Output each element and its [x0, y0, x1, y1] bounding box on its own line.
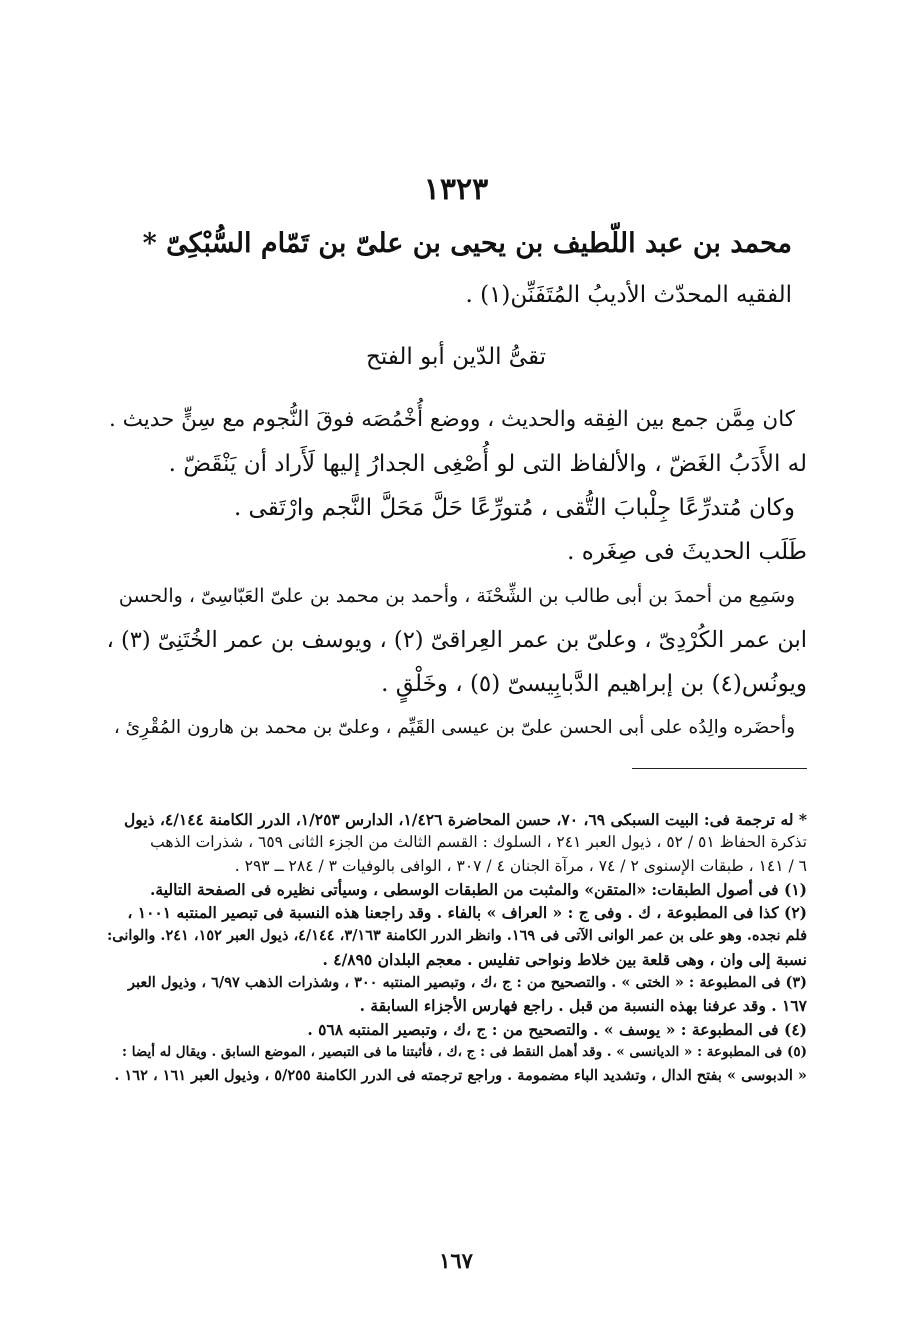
- body-text: [105, 398, 807, 750]
- footnote-line: « الدبوسى » بفتح الدال ، وتشديد الباء مضمومة . وراجع ترجمته فى الدرر الكامنة ٥/٢٥٥ ، وذيول العبر ١٦١ ، ١٦٢ .: [114, 1067, 807, 1085]
- footnote-line: (٤) فى المطبوعة : « يوسف » . والتصحيح من : ج ،ك ، وتبصير المنتبه ٥٦٨ .: [307, 1019, 807, 1039]
- footnote-line: تذكرة الحفاظ ٥١ / ٥٢ ، ذيول العبر ٢٤١ ، السلوك : القسم الثالث من الجزء الثانى ٦٥٩ ، شذرات الذهب: [150, 833, 807, 852]
- footnote-line: (٣) فى المطبوعة : « الختى » . والتصحيح من : ج ،ك ، وتبصير المنتبه ٣٠٠ ، وشذرات الذهب ٦/٩٧ ، وذيول العبر: [127, 974, 807, 992]
- body-line: له الأَدَبُ الغَضّ ، والألفاظ التى لو أُصْغِى الجدارُ إليها لَأَراد أن يَنْقَضّ .: [168, 451, 807, 477]
- entry-number: ١٣٢٣: [423, 172, 489, 207]
- body-line: وكان مُتدرِّعًا جِلْبابَ التُّقى ، مُتورِّعًا حَلَّ مَحَلَّ النَّجم وارْتَقى .: [233, 495, 795, 521]
- body-line: طَلَب الحديثَ فى صِغَره .: [567, 539, 807, 565]
- entry-title: الفقيه المحدّث الأديبُ المُتَفَنِّن(١) .: [465, 282, 792, 308]
- footnote-line: نسبة إلى وان ، وهى قلعة بين خلاط ونواحى تفليس . معجم البلدان ٤/٨٩٥ .: [322, 949, 807, 969]
- footnote-line: (١) فى أصول الطبقات: «المتقن» والمثبت من الطبقات الوسطى ، وسيأتى نظيره فى الصفحة التالية.: [150, 879, 807, 899]
- footnote-line: فلم نجده. وهو على بن عمر الوانى الآتى فى ١٦٩. وانظر الدرر الكامنة ٣/١٦٣، ٤/١٤٤، ذيول العبر ١٥٢، ٢٤١. والوانى:: [106, 927, 807, 945]
- footnote-line: * له ترجمة فى: البيت السبكى ٦٩، ٧٠، حسن المحاضرة ١/٤٢٦، الدارس ١/٢٥٣، الدرر الكامنة ٤/١٤٤، ذيول: [124, 810, 807, 829]
- footnote-divider: [632, 768, 807, 769]
- body-line: ويونُس(٤) بن إبراهيم الدَّبابِيسىّ (٥) ، وخَلْقٍ .: [381, 671, 807, 697]
- footnote-line: (٥) فى المطبوعة : « الديانسى » . وقد أهمل النقط فى : ج ،ك ، فأثبتنا ما فى التبصير ، الموضع السابق . ويقال له أيضا :: [122, 1043, 807, 1060]
- entry-name: محمد بن عبد اللّطيف بن يحيى بن علىّ بن تَمّام السُّبْكِىّ *: [142, 228, 792, 259]
- page-number: ١٦٧: [439, 1248, 473, 1273]
- footnotes: [107, 808, 807, 1088]
- body-line: كان مِمَّن جمع بين الفِقه والحديث ، ووضع أُخْمُصَه فوقَ النُّجوم مع سِنٍّ حديث .: [108, 407, 795, 432]
- footnote-line: ١٦٧ . وقد عرفنا بهذه النسبة من قبل . راجع فهارس الأجزاء السابقة .: [359, 996, 807, 1016]
- body-line: ابن عمر الكُرْدِىّ ، وعلىّ بن عمر العِراقىّ (٢) ، ويوسف بن عمر الخُتَنِىّ (٣) ،: [106, 627, 807, 653]
- body-line: وأحضَره والِدُه على أبى الحسن علىّ بن عيسى القَيِّم ، وعلىّ بن محمد بن هارون المُقْرِئ ،: [113, 717, 795, 738]
- body-line: وسَمِع من أحمدَ بن أبى طالب بن الشِّحْنَة ، وأحمد بن محمد بن علىّ العَبّاسِىّ ، والحسن: [118, 585, 795, 607]
- footnote-line: (٢) كذا فى المطبوعة ، ك . وفى ج : « العراف » بالفاء . وقد راجعنا هذه النسبة فى تبصير المنتبه ١٠٠١ ،: [127, 903, 807, 923]
- entry-laqab: تقىُّ الدّين أبو الفتح: [365, 344, 546, 370]
- footnote-line: ٦ / ١٤١ ، طبقات الإسنوى ٢ / ٧٤ ، مرآة الجنان ٤ / ٣٠٧ ، الوافى بالوفيات ٣ / ٢٨٤ ــ ٢٩٣ .: [234, 856, 807, 875]
